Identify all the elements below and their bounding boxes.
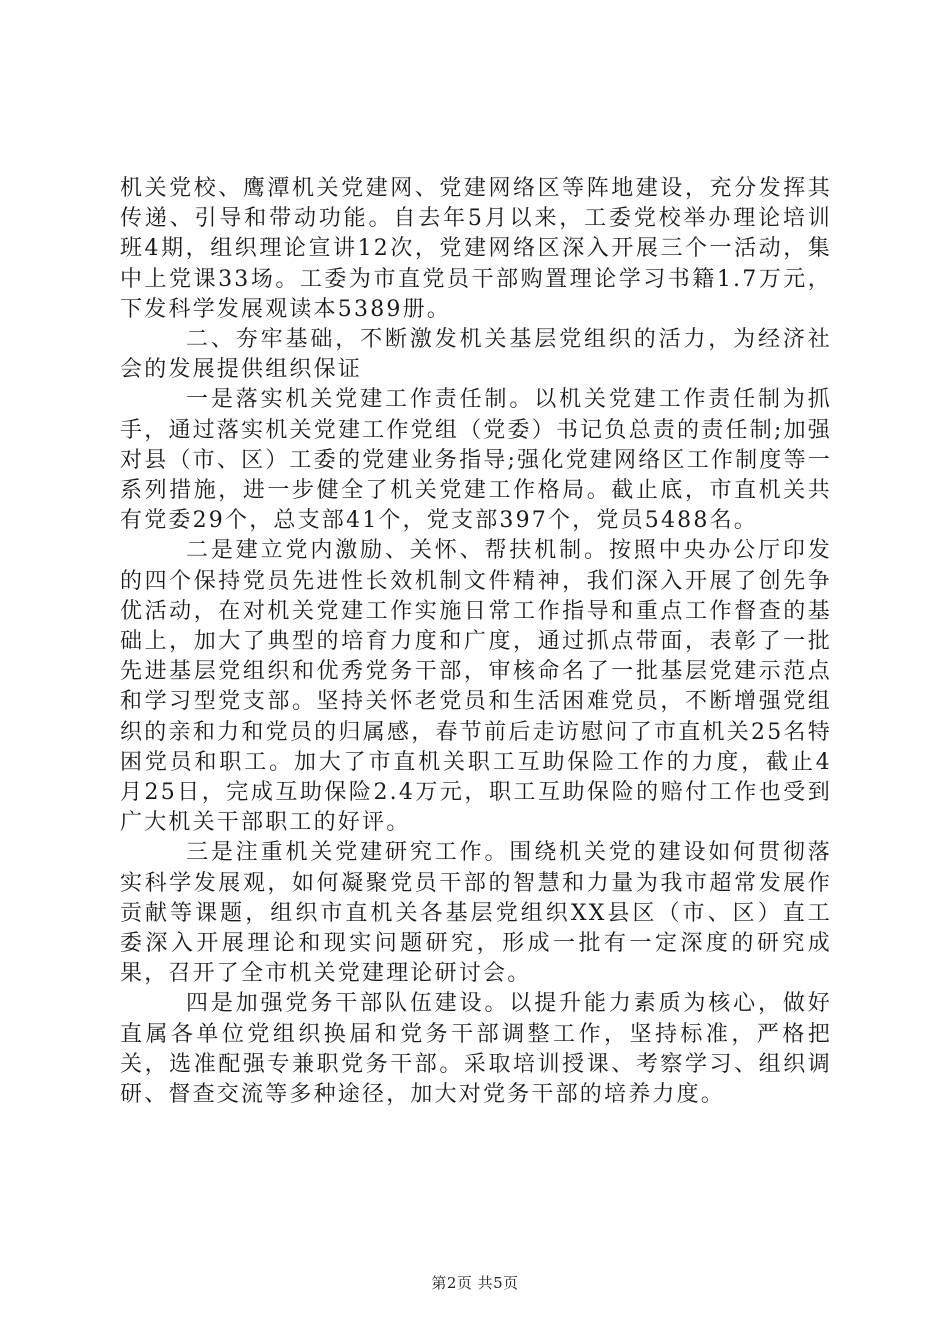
document-body (120, 174, 832, 1110)
paragraph: 三是注重机关党建研究工作。围绕机关党的建设如何贯彻落实科学发展观，如何凝聚党员干部的智慧和力量为我市超常发展作贡献等课题，组织市直机关各基层党组织XX县区（市、区）直工委深入开展理论和现实问题研究，形成一批有一定深度的研究成果，召开了全市机关党建理论研讨会。 (120, 840, 832, 987)
section-heading: 二、夯牢基础，不断激发机关基层党组织的活力，为经济社会的发展提供组织保证 (120, 327, 832, 383)
paragraph: 四是加强党务干部队伍建设。以提升能力素质为核心，做好直属各单位党组织换届和党务干部调整工作，坚持标准，严格把关，选准配强专兼职党务干部。采取培训授课、考察学习、组织调研、督查交流等多种途径，加大对党务干部的培养力度。 (120, 991, 832, 1108)
paragraph: 机关党校、鹰潭机关党建网、党建网络区等阵地建设，充分发挥其传递、引导和带动功能。自去年5月以来，工委党校举办理论培训班4期，组织理论宣讲12次，党建网络区深入开展三个一活动，集中上党课33场。工委为市直党员干部购置理论学习书籍1.7万元，下发科学发展观读本5389册。 (120, 176, 832, 322)
page-number-footer: 第2页 共5页 (431, 1274, 519, 1292)
paragraph: 一是落实机关党建工作责任制。以机关党建工作责任制为抓手，通过落实机关党建工作党组（党委）书记负总责的责任制;加强对县（市、区）工委的党建业务指导;强化党建网络区工作制度等一系列措施，进一步健全了机关党建工作格局。截止底，市直机关共有党委29个，总支部41个，党支部397个，党员5488名。 (120, 387, 832, 534)
paragraph: 二是建立党内激励、关怀、帮扶机制。按照中央办公厅印发的四个保持党员先进性长效机制文件精神，我们深入开展了创先争优活动，在对机关党建工作实施日常工作指导和重点工作督查的基础上，加大了典型的培育力度和广度，通过抓点带面，表彰了一批先进基层党组织和优秀党务干部，审核命名了一批基层党建示范点和学习型党支部。坚持关怀老党员和生活困难党员，不断增强党组织的亲和力和党员的归属感，春节前后走访慰问了市直机关25名特困党员和职工。加大了市直机关职工互助保险工作的力度，截止4月25日，完成互助保险2.4万元，职工互助保险的赔付工作也受到广大机关干部职工的好评。 (120, 538, 832, 836)
